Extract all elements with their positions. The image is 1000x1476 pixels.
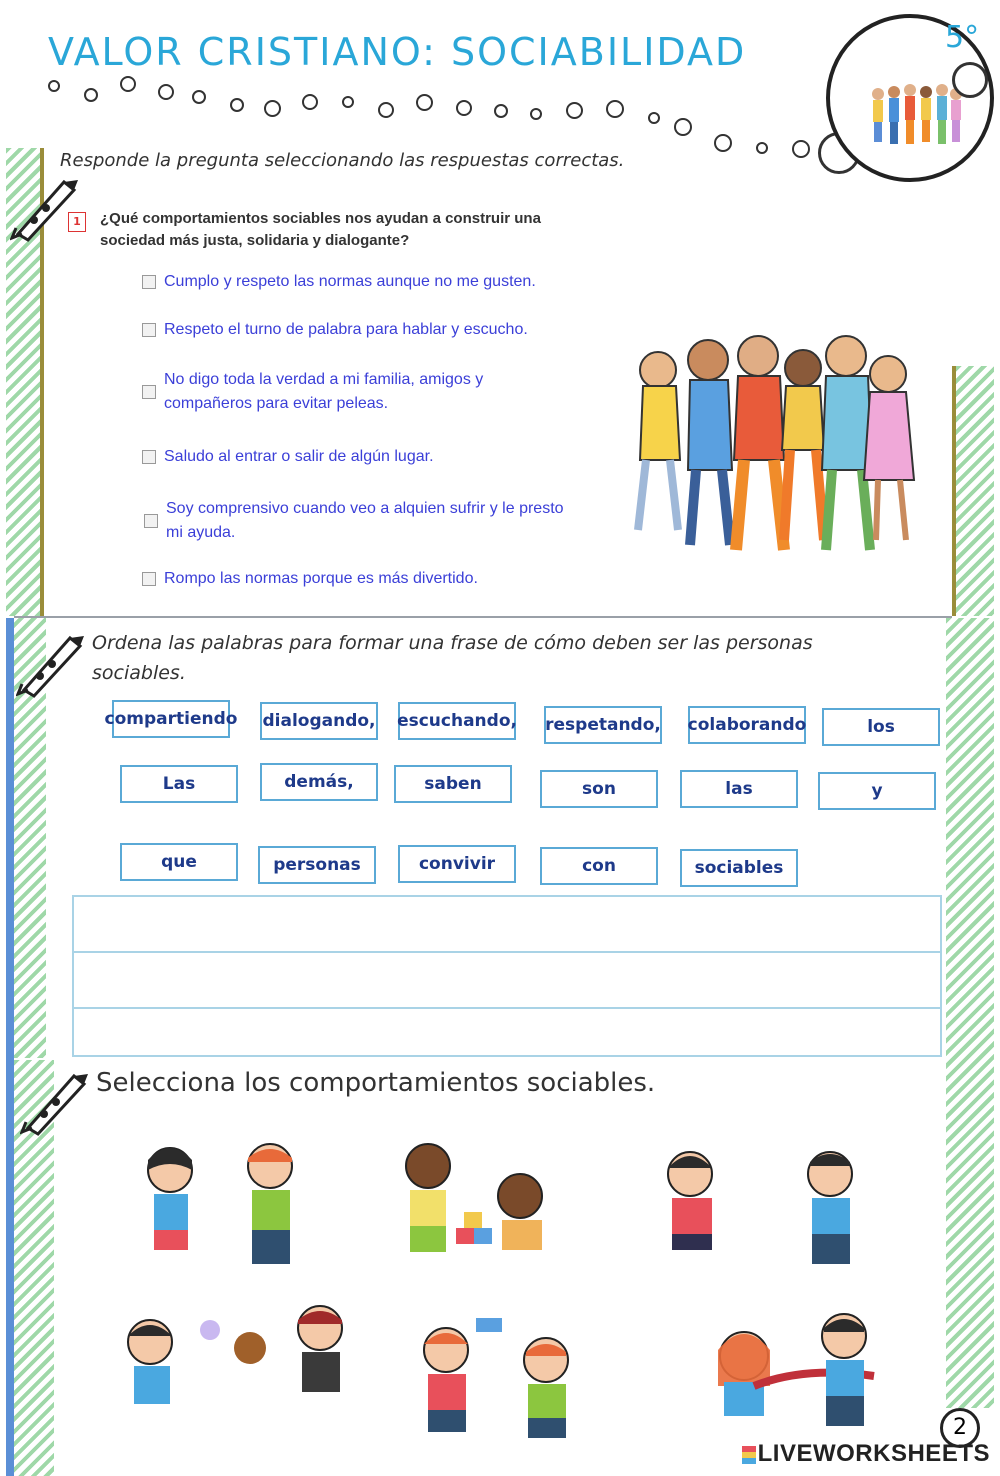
option-1[interactable]: [142, 270, 582, 294]
question-number: 1: [68, 212, 86, 232]
checkbox[interactable]: [142, 323, 156, 337]
word-tile[interactable]: demás,: [260, 763, 378, 801]
logo-icon: [742, 1446, 756, 1464]
worksheet-title: VALOR CRISTIANO: SOCIABILIDAD: [48, 30, 747, 74]
word-tile[interactable]: colaborando: [688, 706, 806, 744]
answer-line: [74, 951, 940, 953]
word-tile[interactable]: personas: [258, 846, 376, 884]
scene-kids-sharing-toys[interactable]: [90, 1300, 360, 1424]
liveworksheets-logo: [742, 1440, 990, 1468]
option-6[interactable]: [142, 567, 582, 591]
word-tile[interactable]: los: [822, 708, 940, 746]
option-label: Rompo las normas porque es más divertido.: [164, 570, 478, 587]
scene-kids-arguing[interactable]: [640, 1144, 890, 1270]
scene-kids-pulling-scarf[interactable]: [684, 1306, 900, 1434]
question-text: ¿Qué comportamientos sociables nos ayudan a construir una sociedad más justa, solidaria y dialogante?: [100, 210, 541, 249]
brand-text: LIVEWORKSHEETS: [757, 1440, 990, 1467]
section1-instruction: Responde la pregunta seleccionando las respuestas correctas.: [60, 150, 625, 171]
word-tile[interactable]: compartiendo: [112, 700, 230, 738]
checkbox[interactable]: [142, 572, 156, 586]
section2-instruction: Ordena las palabras para formar una frase de cómo deben ser las personas sociables.: [92, 632, 813, 684]
checkbox[interactable]: [142, 385, 156, 399]
word-tile[interactable]: y: [818, 772, 936, 810]
friends-group-illustration: [618, 330, 928, 566]
pencil-icon: [16, 628, 86, 698]
grade-label: 5°: [945, 20, 980, 55]
checkbox[interactable]: [144, 514, 158, 528]
word-tile[interactable]: convivir: [398, 845, 516, 883]
answer-line: [74, 1007, 940, 1009]
sentence-answer-box[interactable]: [72, 895, 942, 1057]
word-tile[interactable]: que: [120, 843, 238, 881]
scene-kids-playing-blocks[interactable]: [380, 1136, 590, 1270]
section1-right-line: [952, 366, 956, 616]
section2-left-blue: [6, 618, 14, 1476]
option-label: Soy comprensivo cuando veo a alquien sufrir y le presto mi ayuda.: [166, 500, 564, 541]
word-tile[interactable]: sociables: [680, 849, 798, 887]
option-label: No digo toda la verdad a mi familia, amigos y compañeros para evitar peleas.: [164, 371, 484, 412]
option-label: Saludo al entrar o salir de algún lugar.: [164, 448, 434, 465]
option-2[interactable]: [142, 318, 582, 342]
option-3[interactable]: [142, 368, 522, 416]
option-label: Cumplo y respeto las normas aunque no me gusten.: [164, 273, 536, 290]
word-tile[interactable]: respetando,: [544, 706, 662, 744]
section1-right-border: [956, 366, 994, 616]
word-tile[interactable]: escuchando,: [398, 702, 516, 740]
word-tile[interactable]: dialogando,: [260, 702, 378, 740]
section3-instruction: Selecciona los comportamientos sociables.: [96, 1068, 656, 1098]
pencil-icon: [20, 1066, 90, 1136]
word-tile[interactable]: Las: [120, 765, 238, 803]
option-4[interactable]: [142, 445, 582, 469]
scene-kids-greeting[interactable]: [120, 1140, 330, 1270]
word-tile[interactable]: son: [540, 770, 658, 808]
checkbox[interactable]: [142, 275, 156, 289]
section-divider: [14, 616, 952, 618]
option-5[interactable]: [144, 497, 564, 545]
decor-bubble: [952, 62, 988, 98]
page-number-badge: 2: [940, 1408, 980, 1448]
option-label: Respeto el turno de palabra para hablar y escucho.: [164, 321, 528, 338]
scene-kids-fighting-toy[interactable]: [386, 1310, 616, 1440]
word-tile[interactable]: con: [540, 847, 658, 885]
checkbox[interactable]: [142, 450, 156, 464]
word-tile[interactable]: saben: [394, 765, 512, 803]
section2-right-border: [946, 618, 994, 1408]
word-tile[interactable]: las: [680, 770, 798, 808]
